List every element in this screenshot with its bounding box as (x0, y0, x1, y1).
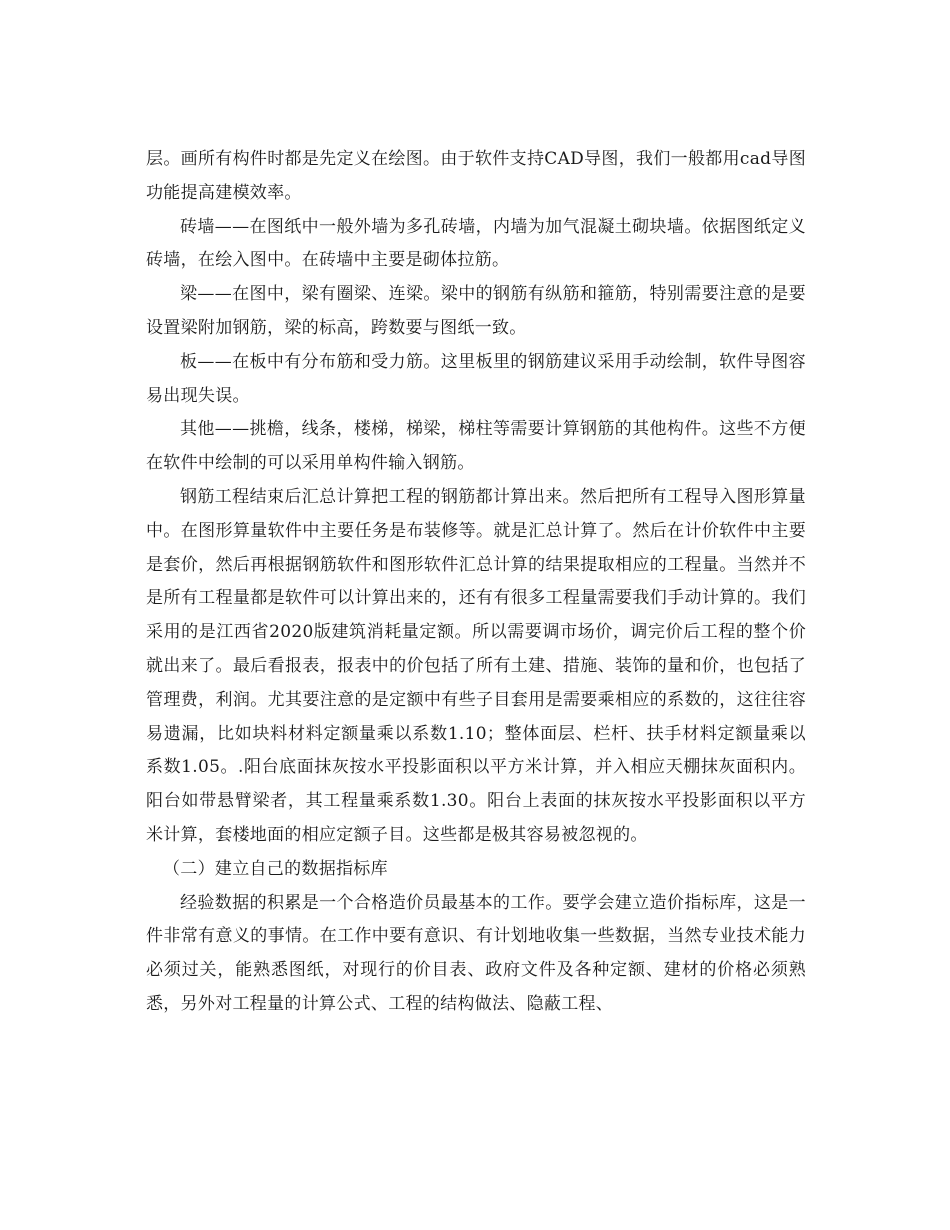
paragraph-continuation: 层。画所有构件时都是先定义在绘图。由于软件支持CAD导图，我们一般都用cad导图功能提高建模效率。 (146, 149, 806, 203)
paragraph-other-components: 其他——挑檐，线条，楼梯，梯梁，梯柱等需要计算钢筋的其他构件。这些不方便在软件中绘制的可以采用单构件输入钢筋。 (146, 419, 806, 474)
paragraph-summary-calculation: 钢筋工程结束后汇总计算把工程的钢筋都计算出来。然后把所有工程导入图形算量中。在图形算量软件中主要任务是布装修等。就是汇总计算了。然后在计价软件中主要是套价，然后再根据钢筋软件和图形软件汇总计算的结果提取相应的工程量。当然并不是所有工程量都是软件可以计算出来的，还有有很多工程量需要我们手动计算的。我们采用的是江西省2020版建筑消耗量定额。所以需要调市场价，调完价后工程的整个价就出来了。最后看报表，报表中的价包括了所有土建、措施、装饰的量和价，也包括了管理费，利润。尤其要注意的是定额中有些子目套用是需要乘相应的系数的，这往往容易遗漏，比如块料材料定额量乘以系数1.10；整体面层、栏杆、扶手材料定额量乘以系数1.05。.阳台底面抹灰按水平投影面积以平方米计算，并入相应天棚抹灰面积内。阳台如带悬臂梁者，其工程量乘系数1.30。阳台上表面的抹灰按水平投影面积以平方米计算，套楼地面的相应定额子目。这些都是极其容易被忽视的。 (146, 486, 806, 845)
paragraph-slab: 板——在板中有分布筋和受力筋。这里板里的钢筋建议采用手动绘制，软件导图容易出现失误。 (146, 351, 806, 406)
section-heading: （二）建立自己的数据指标库 (163, 858, 388, 879)
paragraph-brick-wall: 砖墙——在图纸中一般外墙为多孔砖墙，内墙为加气混凝土砌块墙。依据图纸定义砖墙，在绘入图中。在砖墙中主要是砌体拉筋。 (146, 216, 806, 271)
paragraph-beam: 梁——在图中，梁有圈梁、连梁。梁中的钢筋有纵筋和箍筋，特别需要注意的是要设置梁附加钢筋，梁的标高，跨数要与图纸一致。 (146, 284, 806, 338)
paragraph-data-index: 经验数据的积累是一个合格造价员最基本的工作。要学会建立造价指标库，这是一件非常有意义的事情。在工作中要有意识、有计划地收集一些数据，当然专业技术能力必须过关，能熟悉图纸，对现行的价目表、政府文件及各种定额、建材的价格必须熟悉，另外对工程量的计算公式、工程的结构做法、隐蔽工程、 (146, 892, 806, 1014)
document-body (146, 143, 806, 1022)
